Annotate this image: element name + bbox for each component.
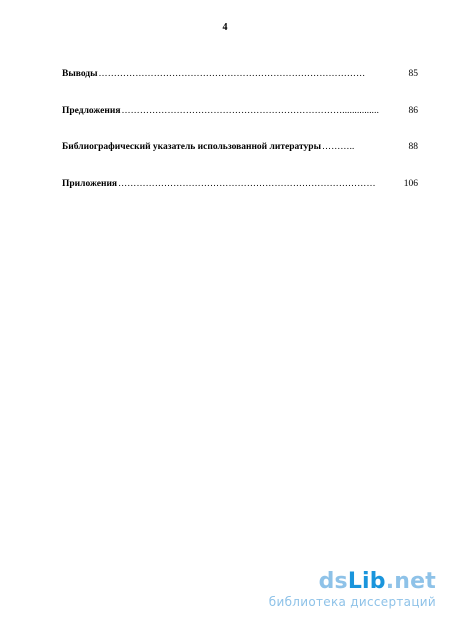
toc-entry-page: 88 — [408, 142, 418, 152]
watermark-logo — [269, 570, 436, 594]
watermark-logo-lib: Lib — [347, 569, 386, 594]
toc-entry-bibliography — [62, 141, 418, 154]
toc-entry-page: 85 — [408, 69, 418, 79]
toc-entry-conclusions — [62, 68, 418, 81]
toc-entry-proposals — [62, 105, 418, 118]
table-of-contents — [62, 68, 418, 214]
watermark-subtitle: библиотека диссертаций — [268, 595, 436, 609]
toc-entry-appendices — [62, 178, 418, 191]
watermark-logo-ds: ds — [318, 569, 348, 594]
watermark — [269, 570, 436, 609]
toc-entry-page: 106 — [403, 178, 418, 189]
toc-entry-leader: ……….. — [322, 141, 355, 151]
toc-entry-leader: ………………………………………………………………............... — [121, 104, 380, 115]
toc-entry-leader: …………………………………………………………………………… — [98, 68, 366, 78]
toc-entry-title: Приложения — [62, 178, 118, 189]
page-number: 4 — [222, 22, 228, 33]
toc-entry-page: 86 — [408, 105, 418, 116]
toc-entry-title: Выводы — [62, 69, 98, 79]
toc-entry-title: Библиографический указатель использованной литературы — [62, 142, 321, 152]
watermark-logo-net: .net — [385, 569, 436, 594]
toc-entry-leader: ………………………………………………………………………… — [118, 177, 376, 188]
toc-entry-title: Предложения — [62, 105, 121, 116]
